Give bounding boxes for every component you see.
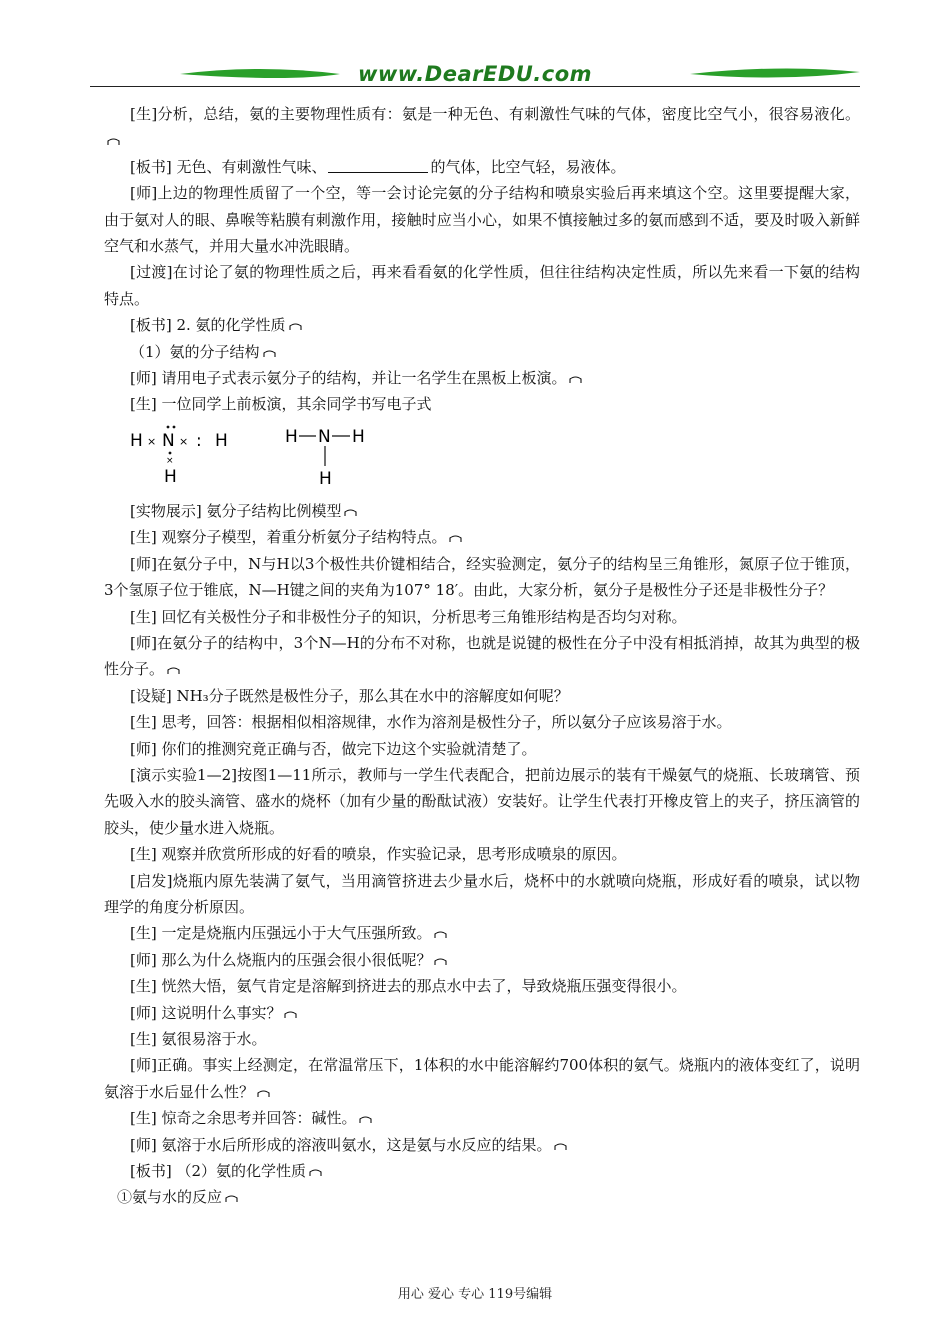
struct-h-bottom: H [319, 468, 332, 489]
nh3-structures [130, 418, 390, 498]
paragraph-p20 [104, 920, 860, 946]
paragraph-text: [设疑] NH₃分子既然是极性分子，那么其在水中的溶解度如何呢？ [130, 686, 569, 705]
paragraph-text: [生]分析，总结，氨的主要物理性质有：氨是一种无色、有刺激性气味的气体，密度比空气小，很容易液化。 [130, 105, 860, 123]
header-rule [90, 86, 860, 87]
paragraph-text: [板书] 无色、有刺激性气味、 [130, 157, 327, 176]
bond-dot [169, 451, 172, 454]
paragraph-p25 [104, 1052, 860, 1105]
document-body [104, 101, 860, 1211]
lone-pair-dot [173, 425, 176, 428]
lewis-sep-bottom: × [166, 455, 174, 466]
paragraph-p29 [104, 1184, 860, 1210]
line-break-mark-icon [107, 138, 120, 146]
lewis-h-bottom: H [164, 466, 177, 487]
paragraph-text: [板书] （2）氨的化学性质 [130, 1162, 307, 1181]
paragraph-p22 [104, 973, 860, 999]
line-break-mark-icon [309, 1169, 322, 1177]
line-break-mark-icon [289, 323, 302, 331]
paragraph-p18 [104, 841, 860, 867]
paragraph-text: [生] 一定是烧瓶内压强远小于大气压强所致。 [130, 924, 432, 943]
line-break-mark-icon [344, 509, 357, 517]
paragraph-p3 [104, 180, 860, 259]
paragraph-p5 [104, 312, 860, 338]
line-break-mark-icon [257, 1090, 270, 1098]
paragraph-text: [生] 观察并欣赏所形成的好看的喷泉，作实验记录，思考形成喷泉的原因。 [130, 845, 627, 864]
paragraph-p4 [104, 259, 860, 312]
paragraph-text: [师]在氨分子的结构中，3个N—H的分布不对称，也就是说键的极性在分子中没有相抵消掉，故其为典型的极性分子。 [104, 633, 860, 679]
paragraph-p24 [104, 1026, 860, 1052]
paragraph-text: [师] 那么为什么烧瓶内的压强会很小很低呢？ [130, 950, 432, 969]
paragraph-group-1 [104, 101, 860, 418]
lewis-h-left: H [130, 430, 143, 451]
paragraph-p7 [104, 365, 860, 391]
electron-formula-figure [130, 418, 860, 498]
paragraph-p16 [104, 736, 860, 762]
paragraph-p12 [104, 604, 860, 630]
paragraph-p15 [104, 709, 860, 735]
paragraph-p17 [104, 762, 860, 841]
line-break-mark-icon [167, 667, 180, 675]
line-break-mark-icon [569, 376, 582, 384]
paragraph-p2 [104, 154, 860, 180]
paragraph-p27 [104, 1132, 860, 1158]
paragraph-p14 [104, 683, 860, 709]
paragraph-text: [师]正确。事实上经测定，在常温常压下，1体积的水中能溶解约700体积的氨气。烧瓶内的液体变红了，说明氨溶于水后显什么性？ [104, 1056, 860, 1101]
paragraph-text: （1）氨的分子结构 [130, 342, 260, 361]
paragraph-p23 [104, 1000, 860, 1026]
paragraph-p1 [104, 101, 860, 154]
paragraph-text: [生] 氨很易溶于水。 [130, 1030, 267, 1048]
paragraph-p19 [104, 868, 860, 921]
line-break-mark-icon [434, 931, 447, 939]
line-break-mark-icon [359, 1116, 372, 1124]
paragraph-p26 [104, 1105, 860, 1131]
line-break-mark-icon [284, 1011, 297, 1019]
paragraph-p10 [104, 524, 860, 550]
paragraph-text: [师] 这说明什么事实？ [130, 1003, 282, 1022]
paragraph-text: [过渡]在讨论了氨的物理性质之后，再来看看氨的化学性质，但往往结构决定性质，所以先来看一下氨的结构特点。 [104, 263, 860, 308]
page-header [90, 60, 860, 94]
lewis-sep-left: × [147, 434, 157, 448]
struct-h-left: H [285, 426, 298, 447]
paragraph-p11 [104, 551, 860, 604]
paragraph-text: ①氨与水的反应 [117, 1188, 223, 1207]
struct-h-right: H [352, 426, 365, 447]
lewis-sep-right: × [179, 434, 189, 448]
paragraph-p21 [104, 947, 860, 973]
paragraph-text: [师] 氨溶于水后所形成的溶液叫氨水，这是氨与水反应的结果。 [130, 1135, 552, 1154]
paragraph-group-2 [104, 498, 860, 1211]
lewis-n: N [162, 430, 175, 451]
struct-n: N [318, 426, 331, 447]
paragraph-p28 [104, 1158, 860, 1184]
paragraph-text: [生] 观察分子模型，着重分析氨分子结构特点。 [130, 528, 447, 547]
lewis-h-right: H [215, 430, 228, 451]
paragraph-text: [师] 请用电子式表示氨分子的结构，并让一名学生在黑板上板演。 [130, 369, 567, 388]
line-break-mark-icon [225, 1195, 238, 1203]
paragraph-text: [启发]烧瓶内原先装满了氨气，当用滴管挤进去少量水后，烧杯中的水就喷向烧瓶，形成好看的喷泉，试以物理学的角度分析原因。 [104, 871, 860, 916]
paragraph-p9 [104, 498, 860, 524]
line-break-mark-icon [263, 350, 276, 358]
paragraph-text: [实物展示] 氨分子结构比例模型 [130, 501, 342, 520]
paragraph-text: [生] 思考，回答：根据相似相溶规律，水作为溶剂是极性分子，所以氨分子应该易溶于水。 [130, 713, 732, 732]
line-break-mark-icon [554, 1143, 567, 1151]
paragraph-text: [生] 恍然大悟，氨气肯定是溶解到挤进去的那点水中去了，导致烧瓶压强变得很小。 [130, 977, 687, 996]
paragraph-text: [生] 回忆有关极性分子和非极性分子的知识，分析思考三角锥形结构是否均匀对称。 [130, 607, 687, 626]
paragraph-text: [师]在氨分子中，N与H以3个极性共价键相结合，经实验测定，氨分子的结构呈三角锥形，氮原子位于锥顶，3个氢原子位于锥底，N—H键之间的夹角为107° 18′。由此，大家分析，氨分子是极性分子还是非极性分子？ [104, 554, 860, 600]
paragraph-p6 [104, 339, 860, 365]
paragraph-text: [板书] 2. 氨的化学性质 [130, 316, 286, 335]
paragraph-text: [生] 一位同学上前板演，其余同学书写电子式 [130, 395, 432, 414]
paragraph-text: [演示实验1—2]按图1—11所示，教师与一学生代表配合，把前边展示的装有干燥氨气的烧瓶、长玻璃管、预先吸入水的胶头滴管、盛水的烧杯（加有少量的酚酞试液）安装好。让学生代表打开橡皮管上的夹子，挤压滴管的胶头，使少量水进入烧瓶。 [104, 765, 860, 837]
line-break-mark-icon [449, 535, 462, 543]
paragraph-text: 的气体，比空气轻，易液体。 [430, 157, 626, 176]
paragraph-p13 [104, 630, 860, 683]
lone-pair-dot [167, 425, 170, 428]
paragraph-text: [师] 你们的推测究竟正确与否，做完下边这个实验就清楚了。 [130, 739, 537, 758]
paragraph-p8 [104, 391, 860, 417]
line-break-mark-icon [434, 958, 447, 966]
paragraph-text: [师]上边的物理性质留了一个空，等一会讨论完氨的分子结构和喷泉实验后再来填这个空。这里要提醒大家，由于氨对人的眼、鼻喉等粘膜有刺激作用，接触时应当小心，如果不慎接触过多的氨而感到不适，要及时吸入新鲜空气和水蒸气，并用大量水冲洗眼睛。 [104, 184, 860, 256]
paragraph-text: [生] 惊奇之余思考并回答：碱性。 [130, 1109, 357, 1128]
fill-in-blank [328, 158, 428, 173]
site-logo-text[interactable]: www.DearEDU.com [357, 62, 593, 86]
lewis-colon: : [196, 430, 202, 451]
page-footer: 用心 爱心 专心 119号编辑 [397, 1287, 553, 1302]
